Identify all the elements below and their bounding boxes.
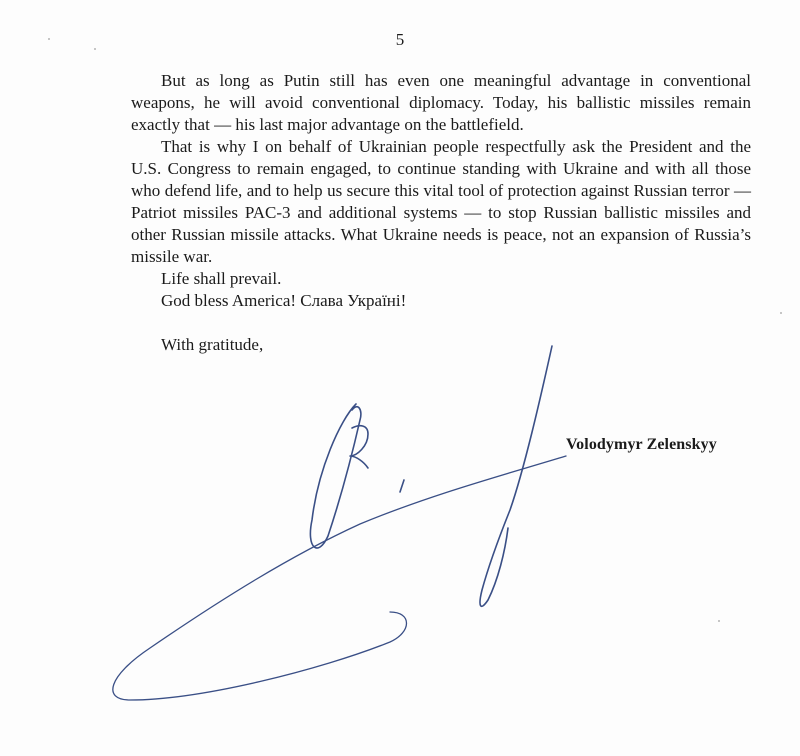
signature-stroke (310, 404, 361, 548)
signature-stroke (350, 426, 368, 468)
scan-speck (780, 312, 782, 314)
letter-body (131, 70, 751, 356)
paragraph: That is why I on behalf of Ukrainian people respectfully ask the President and the U.S. Congress to remain engaged, to continue standing with Ukraine and with all those who defend life, and to help us secure this vital tool of protection against Russian terror — Patriot missiles PAC-3 and additional systems — to stop Russian ballistic missiles and other Russian missile attacks. What Ukraine needs is peace, not an expansion of Russia’s missile war. (131, 137, 751, 266)
page-number: 5 (395, 30, 405, 49)
signature-stroke (480, 346, 552, 606)
paragraph: But as long as Putin still has even one meaningful advantage in conventional weapons, he will avoid conventional diplomacy. Today, his ballistic missiles remain exactly that — his last major advantage on the battlefield. (131, 71, 751, 134)
signature-stroke (113, 456, 566, 700)
scan-speck (718, 620, 720, 622)
signature-stroke (400, 480, 404, 492)
line-life-shall-prevail: Life shall prevail. (161, 269, 282, 288)
signer-name: Volodymyr Zelenskyy (566, 436, 717, 453)
scan-speck (48, 38, 50, 40)
closing-salutation: With gratitude, (161, 335, 264, 354)
scan-speck (94, 48, 96, 50)
line-god-bless: God bless America! Слава Україні! (161, 291, 407, 310)
